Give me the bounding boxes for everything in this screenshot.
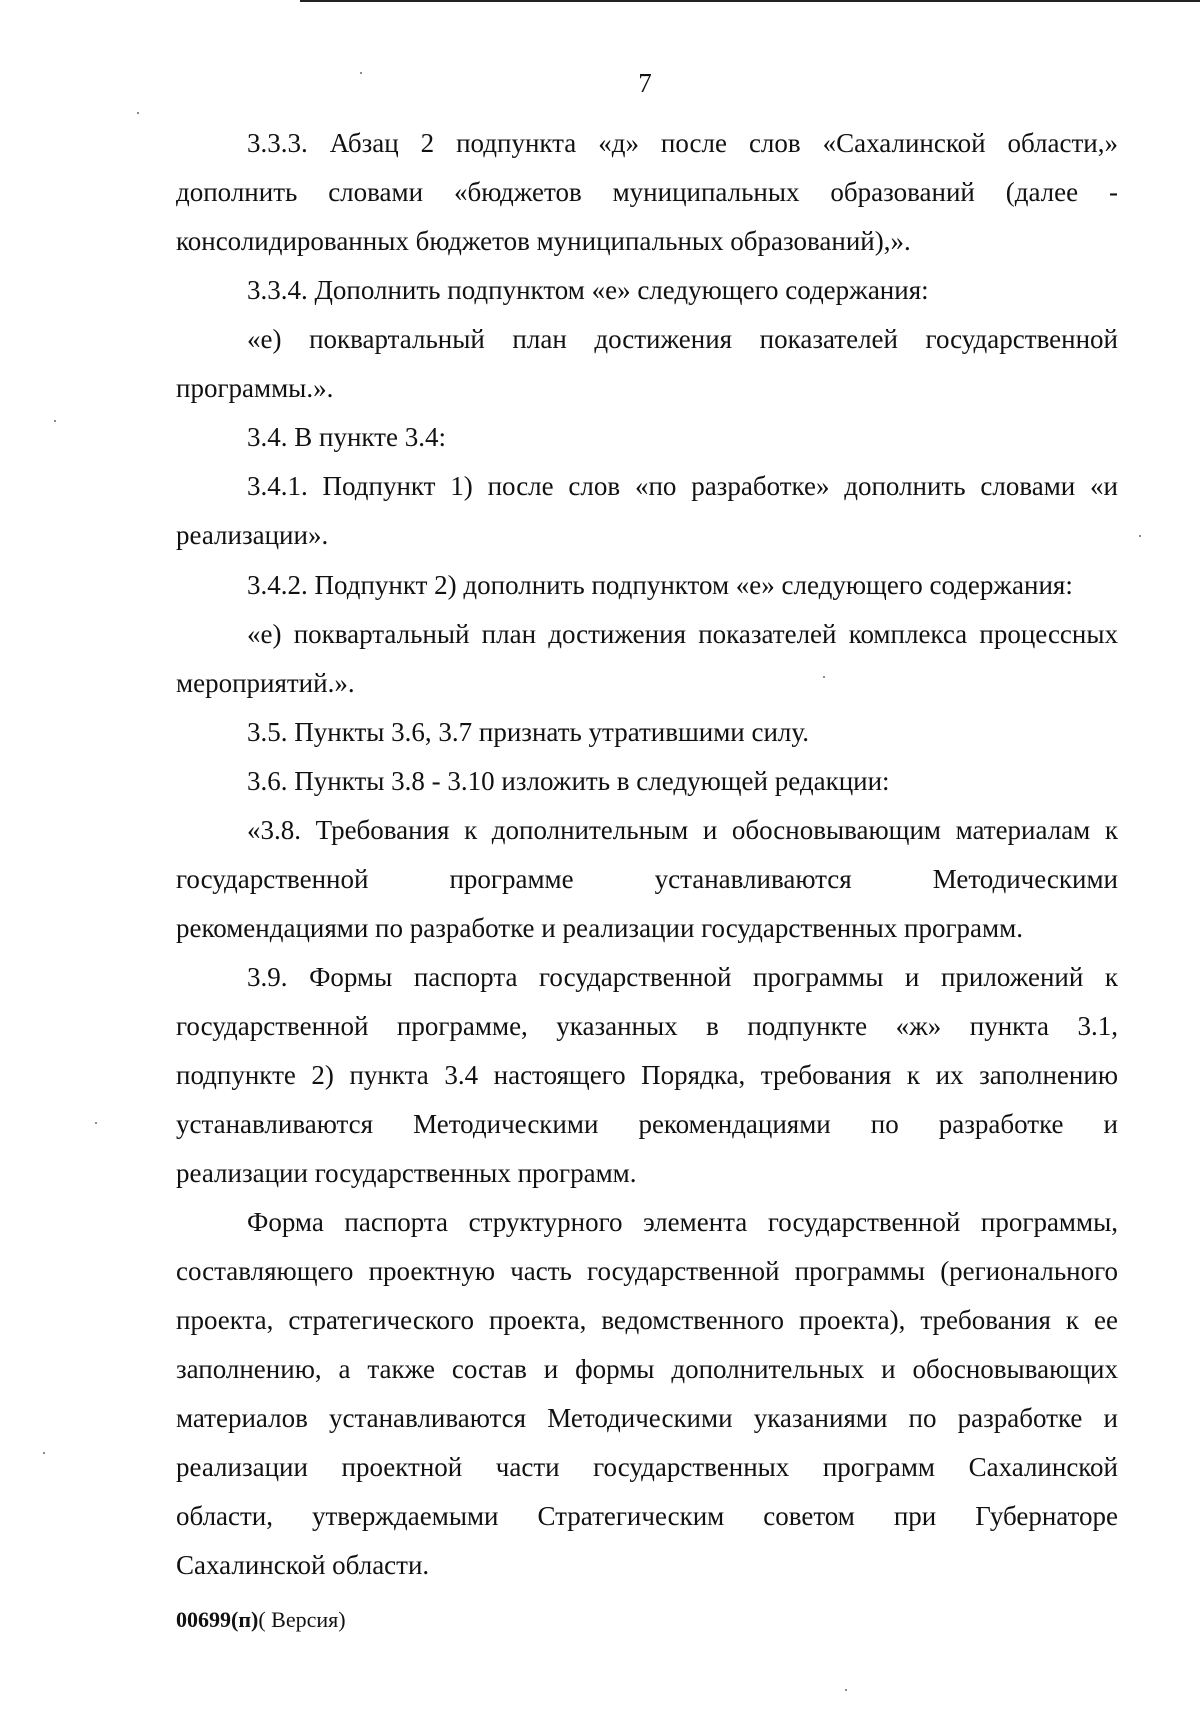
text-line: 3.3.3. Абзац 2 подпункта «д» после слов «Сахалинской области,»	[247, 128, 1118, 158]
text-line: государственной программе, указанных в подпункте «ж» пункта 3.1,	[176, 1011, 1118, 1041]
scan-speck	[95, 1122, 97, 1124]
document-code-number: 00699(п)	[176, 1607, 259, 1632]
scan-speck	[54, 420, 56, 422]
text-line: составляющего проектную часть государственной программы (регионального	[176, 1256, 1118, 1286]
text-line: устанавливаются Методическими рекомендациями по разработке и	[176, 1109, 1118, 1139]
text-line: программы.».	[176, 373, 334, 403]
text-line: 3.3.4. Дополнить подпунктом «е» следующего содержания:	[247, 275, 929, 305]
text-line: 3.4.2. Подпункт 2) дополнить подпунктом «е» следующего содержания:	[247, 570, 1073, 600]
text-line: консолидированных бюджетов муниципальных образований),».	[176, 226, 911, 256]
text-line: реализации».	[176, 520, 329, 550]
text-line: материалов устанавливаются Методическими указаниями по разработке и	[176, 1403, 1118, 1433]
text-line: Форма паспорта структурного элемента государственной программы,	[247, 1207, 1118, 1237]
text-line: мероприятий.».	[176, 668, 355, 698]
text-line: «е) поквартальный план достижения показателей государственной	[247, 324, 1118, 354]
text-line: 3.5. Пункты 3.6, 3.7 признать утратившими силу.	[247, 717, 809, 747]
text-line: 3.4.1. Подпункт 1) после слов «по разработке» дополнить словами «и	[247, 471, 1118, 501]
text-line: реализации проектной части государственных программ Сахалинской	[176, 1452, 1118, 1482]
text-line: области, утверждаемыми Стратегическим советом при Губернаторе	[176, 1501, 1118, 1531]
top-border-line	[300, 0, 1200, 2]
text-line: заполнению, а также состав и формы дополнительных и обосновывающих	[176, 1354, 1118, 1384]
text-line: рекомендациями по разработке и реализации государственных программ.	[176, 913, 1023, 943]
scan-speck	[137, 112, 139, 114]
text-line: 3.9. Формы паспорта государственной программы и приложений к	[247, 962, 1118, 992]
text-line: «3.8. Требования к дополнительным и обосновывающим материалам к	[247, 815, 1118, 845]
document-code	[176, 1607, 346, 1633]
text-line: Сахалинской области.	[176, 1550, 430, 1580]
text-line: «е) поквартальный план достижения показателей комплекса процессных	[247, 619, 1118, 649]
page-number: 7	[638, 68, 652, 98]
scan-speck	[43, 1452, 45, 1454]
scan-speck	[823, 676, 825, 678]
scan-speck	[360, 72, 362, 74]
text-line: государственной программе устанавливаются Методическими	[176, 864, 1118, 894]
text-line: реализации государственных программ.	[176, 1158, 637, 1188]
text-line: 3.6. Пункты 3.8 - 3.10 изложить в следующей редакции:	[247, 766, 890, 796]
text-line: 3.4. В пункте 3.4:	[247, 422, 446, 452]
document-code-suffix: ( Версия)	[258, 1607, 346, 1632]
scan-speck	[1139, 535, 1141, 537]
text-line: дополнить словами «бюджетов муниципальных образований (далее -	[176, 177, 1118, 207]
text-line: подпункте 2) пункта 3.4 настоящего Порядка, требования к их заполнению	[176, 1060, 1118, 1090]
text-line: проекта, стратегического проекта, ведомственного проекта), требования к ее	[176, 1305, 1118, 1335]
scan-speck	[845, 1689, 847, 1691]
